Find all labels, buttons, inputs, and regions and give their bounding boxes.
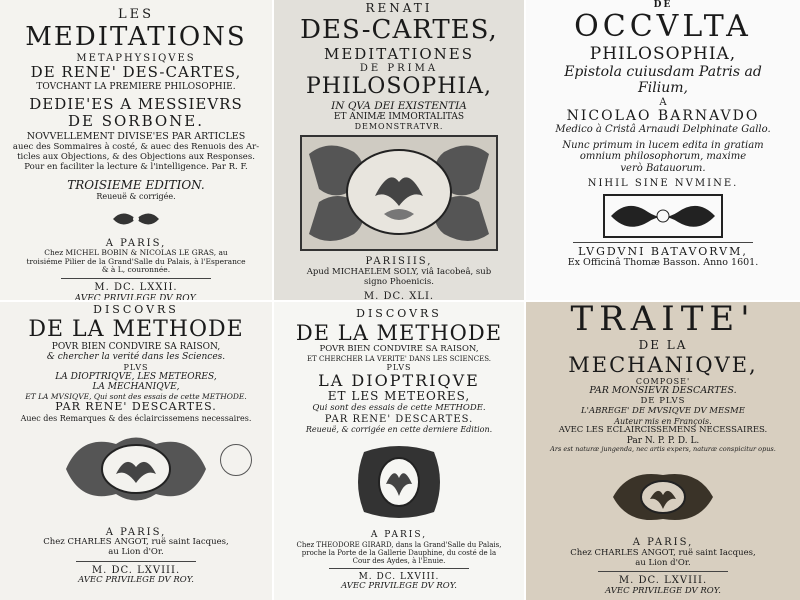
title-line: omnium philosophorum, maxime xyxy=(579,151,747,163)
printers-device-icon xyxy=(603,194,723,238)
horizontal-rule xyxy=(598,571,728,572)
title-line: PARISIIS, xyxy=(365,256,433,268)
title-line: troisiéme Pilier de la Grand'Salle du Palais, à l'Esperance xyxy=(26,256,246,266)
title-line: verò Batauorum. xyxy=(620,162,706,174)
title-line: POVR BIEN CONDVIRE SA RAISON, xyxy=(51,341,221,352)
title-page-traite-mechanique-1668 xyxy=(526,302,800,600)
title-line: DEDIE'ES A MESSIEVRS xyxy=(29,94,243,113)
title-line: COMPOSE' xyxy=(635,377,691,387)
title-line: TRAITE' xyxy=(570,302,756,339)
title-line: LVGDVNI BATAVORVM, xyxy=(578,244,748,258)
title-line: PAR MONSIEVR DESCARTES. xyxy=(589,385,737,397)
title-line: MECHANIQVE, xyxy=(568,352,758,377)
title-line: PLVS xyxy=(386,362,412,372)
title-line: NICOLAO BARNAVDO xyxy=(566,108,760,125)
horizontal-rule xyxy=(329,568,469,569)
title-line: LES xyxy=(117,7,155,22)
title-line: L'ABREGE' DE MVSIQVE DV MESME xyxy=(581,405,745,416)
title-line: DISCOVRS xyxy=(93,303,179,316)
title-line: Par N. P. P. D. L. xyxy=(626,435,700,446)
title-line: ET LA MVSIQVE, Qui sont des essais de cette METHODE. xyxy=(25,391,247,401)
title-line: DE PRIMA xyxy=(359,62,439,74)
title-line: Chez THEODORE GIRARD, dans la Grand'Salle du Palais, xyxy=(296,540,502,549)
title-line: LA DIOPTRIQVE xyxy=(318,370,480,390)
title-line: Ars est naturæ jungenda, nec artis expers, naturæ conspicitur opus. xyxy=(550,444,776,453)
title-line: ET LES METEORES, xyxy=(327,389,471,404)
title-line: METAPHYSIQVES xyxy=(76,52,196,64)
title-line: DES-CARTES, xyxy=(300,14,498,45)
horizontal-rule xyxy=(76,561,196,562)
title-line: A PARIS, xyxy=(105,237,167,249)
title-line: MEDITATIONS xyxy=(25,21,247,52)
title-page-de-occulta-philosophia-1601 xyxy=(526,0,800,300)
title-line: Pour en faciliter la lecture & l'intelligence. Par R. F. xyxy=(24,161,248,172)
title-line: DE RENE' DES-CARTES, xyxy=(30,63,242,82)
title-line: auec des Sommaires à costé, & auec des Renuois des Ar- xyxy=(12,142,260,153)
title-line: PAR RENE' DESCARTES. xyxy=(55,400,217,414)
title-line: M. DC. LXXII. xyxy=(94,282,178,293)
title-line: M. DC. LXVIII. xyxy=(618,575,708,587)
title-line: Filium, xyxy=(638,80,688,97)
library-stamp xyxy=(220,444,252,476)
title-line: M. DC. LXVIII. xyxy=(91,564,181,576)
title-line: PLVS xyxy=(123,362,149,372)
title-line: DE PLVS xyxy=(640,396,686,407)
printers-ornament-icon xyxy=(111,208,161,230)
title-page-discours-girard-1668 xyxy=(274,302,524,600)
title-line: A xyxy=(659,96,667,108)
title-line: Auec des Remarques & des éclaircissemens necessaires. xyxy=(20,413,252,423)
title-line: DE LA METHODE xyxy=(28,316,244,342)
title-line: Reueuë & corrigée. xyxy=(96,192,176,202)
title-line: DE SORBONE. xyxy=(67,112,205,131)
printers-device-icon xyxy=(61,429,211,509)
title-line: LA MECHANIQVE, xyxy=(92,382,180,393)
title-line: DISCOVRS xyxy=(356,307,442,320)
title-line: au Lion d'Or. xyxy=(108,547,164,558)
title-line: Qui sont des essais de cette METHODE. xyxy=(312,402,486,413)
title-line: AVEC PRIVILEGE DV ROY. xyxy=(78,575,194,586)
title-line: Chez CHARLES ANGOT, ruë saint Iacques, xyxy=(43,537,229,548)
title-page-meditations-1673 xyxy=(0,0,272,300)
title-line: Ex Officinâ Thomæ Basson. Anno 1601. xyxy=(567,257,759,269)
title-line: Cour des Aydes, à l'Enuie. xyxy=(352,556,446,565)
title-line: A PARIS, xyxy=(370,530,428,541)
title-line: MEDITATIONES xyxy=(323,44,475,63)
title-line: Auteur mis en François. xyxy=(614,416,712,426)
title-line: & chercher la verité dans les Sciences. xyxy=(46,352,226,363)
title-line: ET ANIMÆ IMMORTALITAS xyxy=(333,111,465,122)
title-line: AVEC PRIVILEGE DV ROY. xyxy=(341,581,457,592)
title-line: A PARIS, xyxy=(632,537,694,549)
title-line: Nunc primum in lucem edita in gratiam xyxy=(562,139,764,151)
title-line: Reueuë, & corrigée en cette derniere Edition. xyxy=(305,425,493,435)
title-line: AVEC PRIVILEGE DV ROY. xyxy=(605,585,721,596)
title-line: DE LA xyxy=(638,338,688,353)
title-line: IN QVA DEI EXISTENTIA xyxy=(331,99,467,112)
title-line: TOVCHANT LA PREMIERE PHILOSOPHIE. xyxy=(36,81,236,92)
title-line: signo Phoenicis. xyxy=(364,276,434,287)
printers-device-icon xyxy=(608,465,718,529)
title-line: proche la Porte de la Gallerie Dauphine, du costé de la xyxy=(301,548,497,557)
title-line: AVEC PRIVILEGE DV ROY. xyxy=(74,293,198,300)
title-line: PAR RENE' DESCARTES. xyxy=(324,413,474,425)
title-line: DEMONSTRATVR. xyxy=(354,122,444,132)
title-line: TROISIEME EDITION. xyxy=(67,177,205,192)
horizontal-rule xyxy=(573,242,753,243)
horizontal-rule xyxy=(61,278,211,279)
title-line: OCCVLTA xyxy=(574,9,752,45)
title-line: M. DC. LXVIII. xyxy=(358,571,440,582)
title-line: DE LA METHODE xyxy=(295,320,503,345)
printers-device-icon xyxy=(354,442,444,522)
title-line: au Lion d'Or. xyxy=(635,557,691,568)
title-page-meditationes-1641 xyxy=(274,0,524,300)
title-line: ticles aux Objections, & des Objections aux Responses. xyxy=(17,152,255,163)
title-line: LA DIOPTRIQVE, LES METEORES, xyxy=(55,371,217,382)
title-line: PHILOSOPHIA, xyxy=(306,74,492,100)
title-page-discours-angot-1668 xyxy=(0,302,272,600)
title-line: POVR BIEN CONDVIRE SA RAISON, xyxy=(319,343,479,354)
title-line: PHILOSOPHIA, xyxy=(589,43,737,64)
title-line: Chez MICHEL BOBIN & NICOLAS LE GRAS, au xyxy=(44,248,228,258)
title-line: Apud MICHAELEM SOLY, viâ Iacobeâ, sub xyxy=(306,266,492,277)
printers-device-icon xyxy=(299,134,499,252)
title-line: Chez CHARLES ANGOT, ruë saint Iacques, xyxy=(570,547,756,558)
title-line: Medico à Cristâ Arnaudi Delphinate Gallo. xyxy=(555,124,771,136)
title-line: NIHIL SINE NVMINE. xyxy=(587,178,739,190)
title-line: ET CHERCHER LA VERITE' DANS LES SCIENCES. xyxy=(307,354,491,363)
title-line: AVEC LES ECLAIRCISSEMENS NECESSAIRES. xyxy=(558,424,768,435)
title-line: DE xyxy=(653,0,673,10)
title-line: Epistola cuiusdam Patris ad xyxy=(564,64,762,81)
title-line: NOVVELLEMENT DIVISE'ES PAR ARTICLES xyxy=(26,131,246,143)
title-line: A PARIS, xyxy=(105,526,167,538)
title-line: & à L, couronnée. xyxy=(101,265,171,275)
title-line: M. DC. XLI. xyxy=(363,291,435,300)
title-line: RENATI xyxy=(365,1,433,15)
